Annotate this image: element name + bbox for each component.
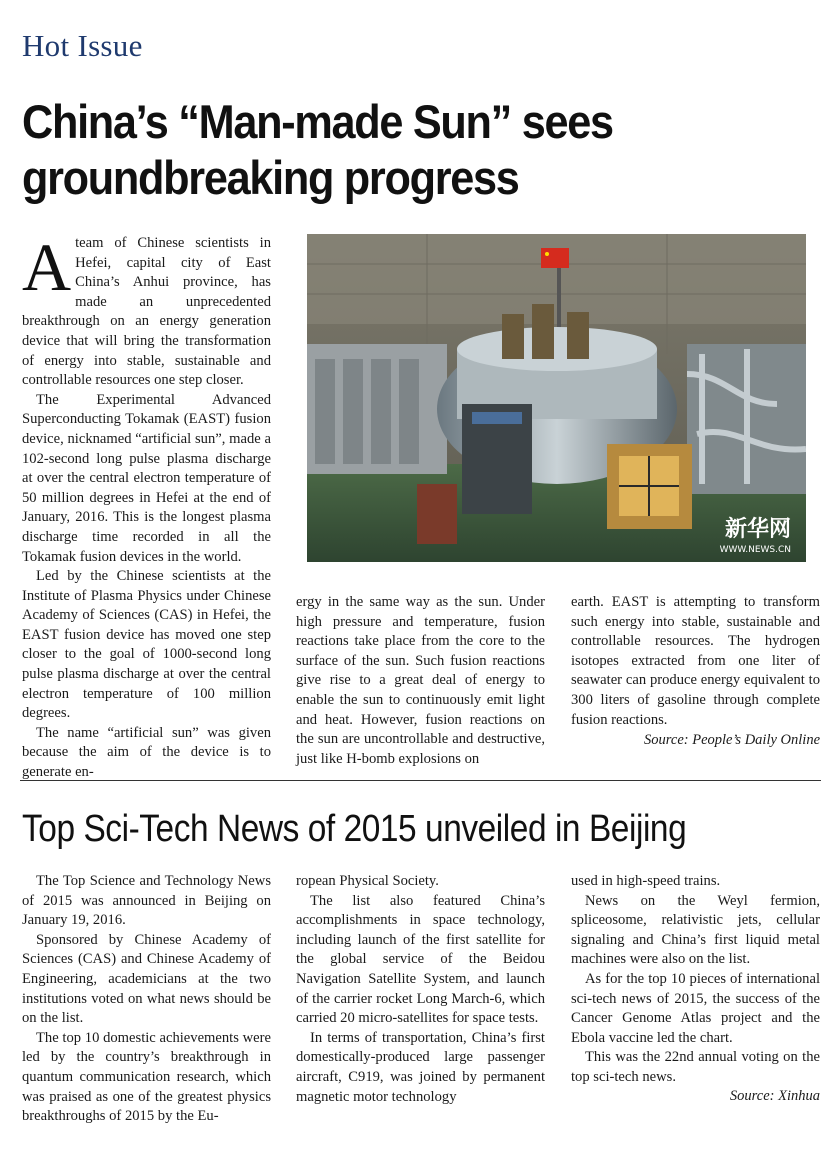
article1-paragraph-1: Ateam of Chinese scientists in Hefei, capital city of East China’s Anhui province, has made an unprecedented breakthrough on an energy generation device that will bring the transformation of energy into stable, sustainable and controllable resources one step closer. bbox=[22, 229, 271, 389]
article2-paragraph-3-end: ropean Physical Society. bbox=[296, 873, 439, 889]
article1-source: Source: People’s Daily Online bbox=[644, 732, 820, 748]
article2-paragraph-3-start: The top 10 domestic achievements were led by the country’s breakthrough in quantum communication research, which was praised as one of the greatest physics breakthroughs of 2015 by the Eu- bbox=[22, 1029, 271, 1125]
headline-line-2: groundbreaking progress bbox=[22, 151, 519, 204]
section-divider bbox=[20, 780, 821, 781]
article2-paragraph-4: The list also featured China’s accomplishments in space technology, including launch of the first satellite for the global service of the Beidou Navigation Satellite System, and launch of the carrier rocket Long March-6, which carried 20 micro-satellites for space tests. bbox=[296, 892, 545, 1027]
photo-watermark-logo: 新华网 bbox=[724, 517, 791, 542]
headline-line-1: China’s “Man-made Sun” sees bbox=[22, 95, 613, 148]
article1-paragraph-4-end: earth. EAST is attempting to transform such energy into stable, sustainable and controllable resources. The hydrogen isotopes extracted from one liter of seawater can produce energy equivalent to 300 liters of gasoline through complete fusion reactions. bbox=[571, 594, 820, 728]
article2-paragraph-7: As for the top 10 pieces of international sci-tech news of 2015, the success of the Cancer Genome Atlas project and the Ebola vaccine led the chart. bbox=[571, 970, 820, 1046]
article2-column-3 bbox=[571, 872, 820, 1088]
article2-source: Source: Xinhua bbox=[729, 1088, 820, 1104]
article2-paragraph-5-start: In terms of transportation, China’s first domestically-produced large passenger aircraft, C919, was joined by permanent magnetic motor technology bbox=[296, 1029, 545, 1105]
article1-column-2 bbox=[296, 593, 545, 769]
article2-column-2 bbox=[296, 872, 545, 1107]
article2-paragraph-5-end: used in high-speed trains. bbox=[571, 873, 721, 889]
article2-paragraph-8: This was the 22nd annual voting on the top sci-tech news. bbox=[571, 1049, 820, 1085]
photo-watermark-url: WWW.NEWS.CN bbox=[719, 545, 791, 555]
article1-column-3 bbox=[571, 593, 820, 730]
section-label: Hot Issue bbox=[22, 28, 143, 63]
article2-paragraph-2: Sponsored by Chinese Academy of Sciences (CAS) and Chinese Academy of Engineering, academicians at the two institutions voted on what news should be on the list. bbox=[22, 931, 271, 1027]
article-headline bbox=[22, 94, 758, 206]
article1-paragraph-2: The Experimental Advanced Superconducting Tokamak (EAST) fusion device, nicknamed “artificial sun”, made a 102-second long pulse plasma discharge at over the central electron temperature of 50 million degrees in Hefei at the end of January, 2016. This is the longest plasma discharge time recorded in all the Tokamak fusion devices in the world. bbox=[22, 391, 271, 565]
article2-column-1 bbox=[22, 872, 271, 1127]
drop-cap: A bbox=[22, 229, 72, 305]
article2-paragraph-6: News on the Weyl fermion, spliceosome, relativistic jets, cellular signaling and China’s first liquid metal machines were also on the list. bbox=[571, 892, 820, 968]
article1-paragraph-4-start: The name “artificial sun” was given because the aim of the device is to generate en- bbox=[22, 724, 271, 781]
photo-illustration bbox=[307, 234, 806, 562]
article1-paragraph-4-cont: ergy in the same way as the sun. Under high pressure and temperature, fusion reactions take place from the core to the surface of the sun. Such fusion reactions give rise to a great deal of energy to enable the sun to continuously emit light and heat. However, fusion reactions on the sun are uncontrollable and destructive, just like H-bomb explosions on bbox=[296, 594, 545, 767]
article1-column-1 bbox=[22, 229, 271, 781]
article2-headline: Top Sci-Tech News of 2015 unveiled in Beijing bbox=[22, 808, 687, 850]
east-fusion-device-photo bbox=[307, 234, 806, 562]
article2-paragraph-1: The Top Science and Technology News of 2015 was announced in Beijing on January 19, 2016. bbox=[22, 873, 271, 929]
article1-paragraph-3: Led by the Chinese scientists at the Institute of Plasma Physics under Chinese Academy of Sciences (CAS) in Hefei, the EAST fusion device has moved one step closer to the goal of 1000-second long pulse plasma discharge at over the central electron temperature of 100 million degrees. bbox=[22, 568, 271, 722]
